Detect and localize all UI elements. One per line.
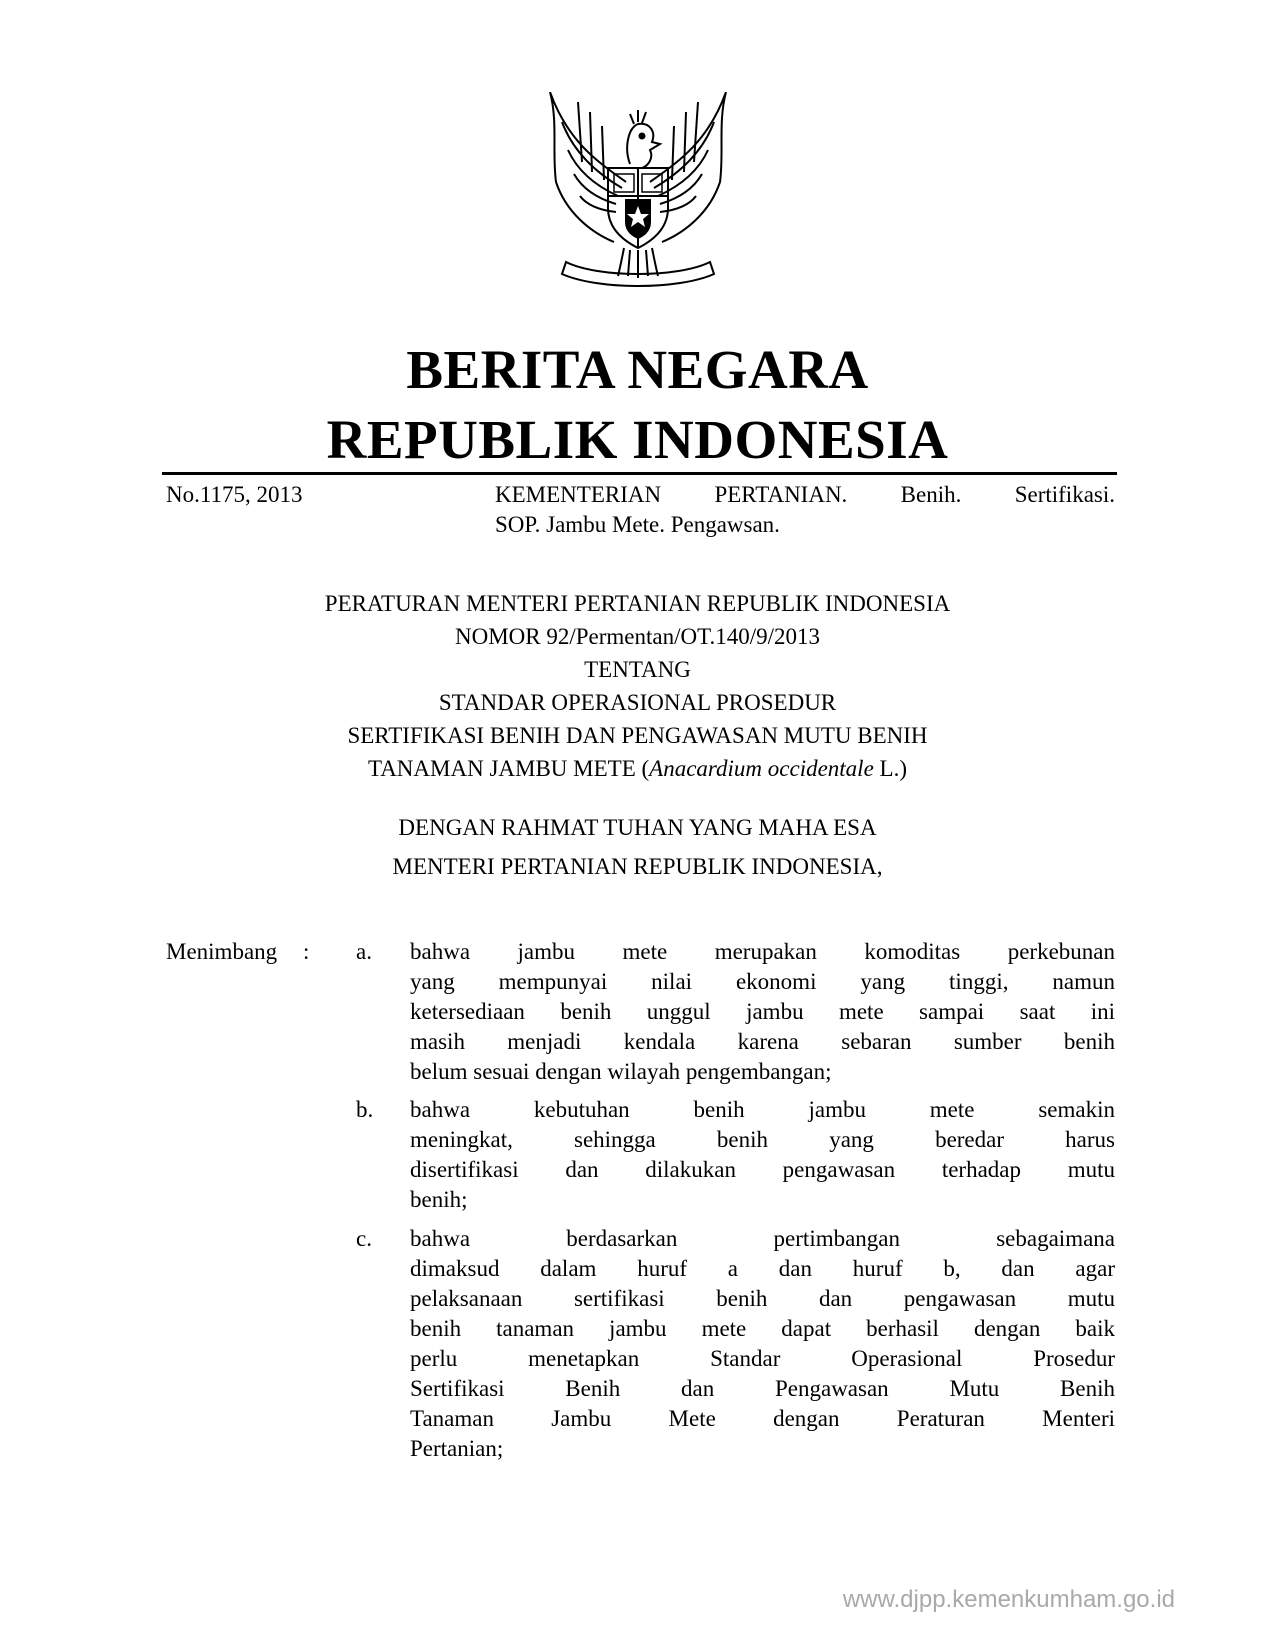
item-marker: c. bbox=[356, 1226, 372, 1251]
document-subject bbox=[495, 480, 1115, 540]
item-line: bahwa jambu mete merupakan komoditas perkebunan bbox=[410, 939, 1115, 964]
item-line: benih tanaman jambu mete dapat berhasil dengan baik bbox=[410, 1316, 1115, 1341]
item-line: bahwa kebutuhan benih jambu mete semakin bbox=[410, 1097, 1115, 1122]
regulation-subject-line: SERTIFIKASI BENIH DAN PENGAWASAN MUTU BENIH bbox=[347, 723, 928, 748]
regulation-number: NOMOR 92/Permentan/OT.140/9/2013 bbox=[455, 624, 820, 649]
item-line: meningkat, sehingga benih yang beredar harus bbox=[410, 1127, 1115, 1152]
item-marker: a. bbox=[356, 939, 372, 964]
item-line: Tanaman Jambu Mete dengan Peraturan Menteri bbox=[410, 1406, 1115, 1431]
masthead-title-line2: REPUBLIK INDONESIA bbox=[326, 409, 949, 470]
masthead-title-line1: BERITA NEGARA bbox=[406, 339, 869, 400]
preamble-line: MENTERI PERTANIAN REPUBLIK INDONESIA, bbox=[392, 854, 883, 879]
document-subject-line: KEMENTERIAN PERTANIAN. Benih. Sertifikasi. bbox=[495, 482, 1115, 507]
item-line: dimaksud dalam huruf a dan huruf b, dan agar bbox=[410, 1256, 1115, 1281]
item-line: disertifikasi dan dilakukan pengawasan terhadap mutu bbox=[410, 1157, 1115, 1182]
regulation-subject-suffix: L.) bbox=[873, 756, 907, 781]
watermark-url: www.djpp.kemenkumham.go.id bbox=[842, 1586, 1175, 1613]
document-number: No.1175, 2013 bbox=[166, 482, 303, 507]
item-marker: b. bbox=[356, 1097, 374, 1122]
masthead-rule bbox=[162, 472, 1117, 475]
item-line: ketersediaan benih unggul jambu mete sampai saat ini bbox=[410, 999, 1115, 1024]
item-line: Sertifikasi Benih dan Pengawasan Mutu Benih bbox=[410, 1376, 1115, 1401]
considering-label: Menimbang bbox=[166, 939, 278, 964]
regulation-subject-line bbox=[160, 754, 1115, 784]
item-line: perlu menetapkan Standar Operasional Prosedur bbox=[410, 1346, 1115, 1371]
item-text bbox=[410, 1224, 1115, 1464]
regulation-about: TENTANG bbox=[584, 657, 691, 682]
item-line: masih menjadi kendala karena sebaran sumber benih bbox=[410, 1029, 1115, 1054]
regulation-subject-line: STANDAR OPERASIONAL PROSEDUR bbox=[438, 690, 837, 715]
item-line: pelaksanaan sertifikasi benih dan pengawasan mutu bbox=[410, 1286, 1115, 1311]
item-text bbox=[410, 937, 1115, 1087]
regulation-subject-prefix: TANAMAN JAMBU METE ( bbox=[367, 756, 650, 781]
species-name: Anacardium occidentale bbox=[649, 756, 874, 781]
considering-colon: : bbox=[303, 939, 310, 964]
garuda-pancasila-emblem-icon bbox=[538, 92, 738, 288]
document-subject-line: SOP. Jambu Mete. Pengawsan. bbox=[495, 512, 780, 537]
regulation-title: PERATURAN MENTERI PERTANIAN REPUBLIK INDONESIA bbox=[324, 591, 951, 616]
item-line: benih; bbox=[410, 1187, 468, 1212]
item-text bbox=[410, 1095, 1115, 1215]
item-line: belum sesuai dengan wilayah pengembangan; bbox=[410, 1059, 832, 1084]
item-line: Pertanian; bbox=[410, 1436, 504, 1461]
item-line: bahwa berdasarkan pertimbangan sebagaimana bbox=[410, 1226, 1115, 1251]
preamble-line: DENGAN RAHMAT TUHAN YANG MAHA ESA bbox=[398, 815, 877, 840]
item-line: yang mempunyai nilai ekonomi yang tinggi, namun bbox=[410, 969, 1115, 994]
